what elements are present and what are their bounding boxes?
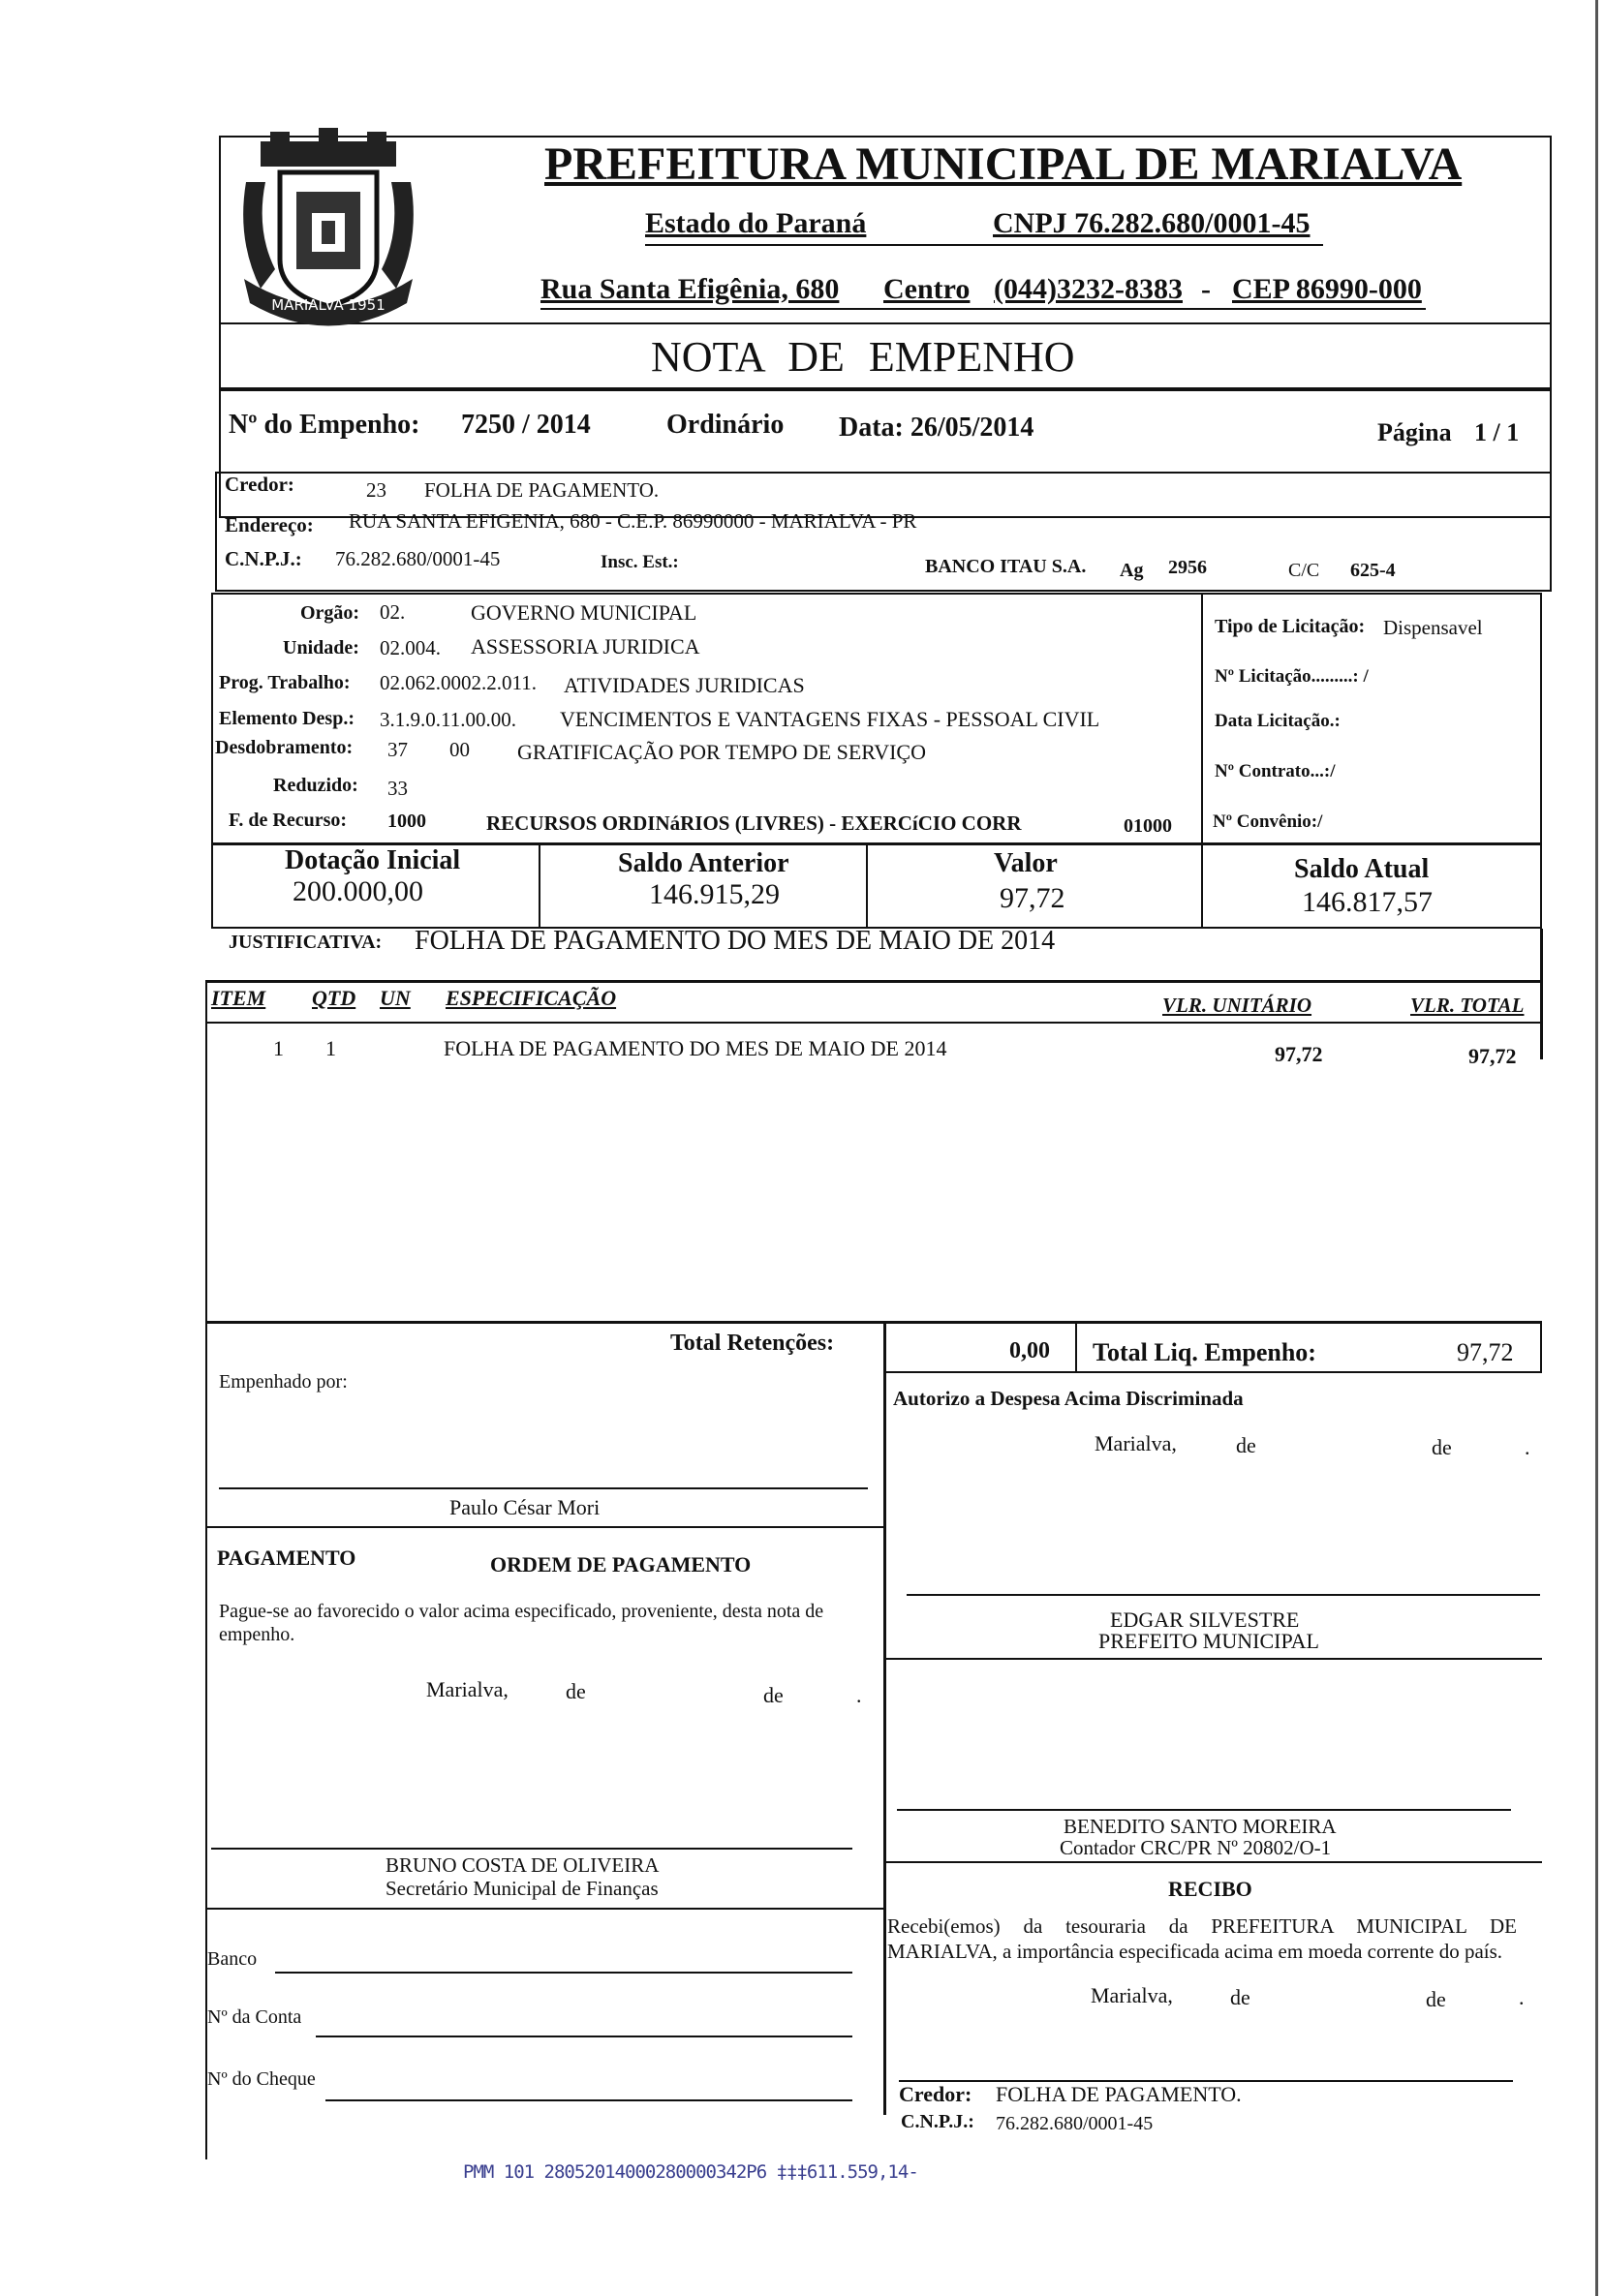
signature-line bbox=[907, 1594, 1540, 1596]
credor-code: 23 bbox=[366, 478, 386, 502]
cc-label: C/C bbox=[1288, 560, 1320, 581]
col-un: UN bbox=[380, 986, 411, 1010]
saldo-atual-value: 146.817,57 bbox=[1302, 886, 1433, 918]
divider bbox=[883, 1861, 1542, 1863]
item-unit-value: 97,72 bbox=[1275, 1042, 1323, 1066]
item-spec: FOLHA DE PAGAMENTO DO MES DE MAIO DE 2014 bbox=[444, 1036, 947, 1060]
orgao-code: 02. bbox=[380, 600, 406, 624]
recibo-title: RECIBO bbox=[1168, 1877, 1252, 1901]
recibo-cnpj-label: C.N.P.J.: bbox=[901, 2111, 974, 2132]
doc-title: NOTA DE EMPENHO bbox=[651, 333, 1075, 381]
divider bbox=[539, 843, 540, 929]
recibo-de-1: de bbox=[1230, 1985, 1250, 2009]
recibo-credor-label: Credor: bbox=[899, 2082, 972, 2106]
empenhado-label: Empenhado por: bbox=[219, 1371, 348, 1393]
prog-name: ATIVIDADES JURIDICAS bbox=[564, 673, 805, 697]
signature-line bbox=[897, 1809, 1511, 1811]
col-unit: VLR. UNITÁRIO bbox=[1162, 994, 1312, 1017]
contador-name: BENEDITO SANTO MOREIRA bbox=[1064, 1815, 1337, 1838]
divider bbox=[205, 1321, 1542, 1324]
cheque-field-line bbox=[325, 2099, 852, 2101]
empenho-date: Data: 26/05/2014 bbox=[839, 413, 1034, 443]
unidade-label: Unidade: bbox=[283, 637, 359, 658]
licitacao-num: Nº Licitação.........: / bbox=[1215, 666, 1369, 687]
divider bbox=[883, 1658, 1542, 1660]
header-phone: (044)3232-8383 bbox=[994, 273, 1183, 305]
col-total: VLR. TOTAL bbox=[1410, 994, 1525, 1017]
pagamento-dot: . bbox=[856, 1683, 862, 1707]
prefeito-role: PREFEITO MUNICIPAL bbox=[1098, 1629, 1319, 1653]
empenho-value: 7250 / 2014 bbox=[461, 410, 591, 440]
signature-line bbox=[219, 1487, 868, 1489]
recibo-place: Marialva, bbox=[1091, 1983, 1173, 2007]
item-qty: 1 bbox=[325, 1036, 336, 1060]
autorizo-de-2: de bbox=[1432, 1435, 1452, 1459]
header-dash: - bbox=[1201, 273, 1211, 305]
underline bbox=[540, 308, 1426, 310]
total-liquido-label: Total Liq. Empenho: bbox=[1093, 1338, 1316, 1366]
desdobramento-a: 37 bbox=[387, 738, 408, 761]
recurso-code2: 01000 bbox=[1124, 815, 1172, 837]
recibo-de-2: de bbox=[1426, 1987, 1446, 2011]
total-retencoes-value: 0,00 bbox=[1009, 1338, 1050, 1363]
underline bbox=[645, 244, 1323, 246]
licitacao-convenio: Nº Convênio:/ bbox=[1213, 811, 1323, 832]
recibo-text: Recebi(emos) da tesouraria da PREFEITURA MUNICIPAL DE MARIALVA, a importância especificada acima em moeda corrente do país. bbox=[887, 1914, 1517, 1963]
autorizo-de-1: de bbox=[1236, 1433, 1256, 1457]
dotacao-inicial-value: 200.000,00 bbox=[293, 875, 423, 907]
justificativa-text: FOLHA DE PAGAMENTO DO MES DE MAIO DE 2014 bbox=[415, 926, 1056, 956]
recibo-dot: . bbox=[1519, 1985, 1525, 2009]
licitacao-data: Data Licitação.: bbox=[1215, 711, 1341, 731]
justificativa-label: JUSTIFICATIVA: bbox=[229, 932, 383, 953]
conta-field-line bbox=[316, 2036, 852, 2037]
elemento-code: 3.1.9.0.11.00.00. bbox=[380, 708, 516, 731]
pague-text: Pague-se ao favorecido o valor acima especificado, proveniente, desta nota de empenho. bbox=[219, 1601, 824, 1645]
bank-name: BANCO ITAU S.A. bbox=[925, 556, 1087, 577]
prefeito-name: EDGAR SILVESTRE bbox=[1110, 1607, 1300, 1632]
orgao-label: Orgão: bbox=[300, 602, 360, 624]
header-title: PREFEITURA MUNICIPAL DE MARIALVA bbox=[544, 138, 1463, 190]
saldo-anterior-value: 146.915,29 bbox=[649, 878, 780, 910]
divider bbox=[883, 1371, 1542, 1373]
secretario-name: BRUNO COSTA DE OLIVEIRA bbox=[386, 1853, 660, 1877]
pagamento-de-1: de bbox=[566, 1679, 586, 1703]
divider bbox=[883, 1321, 886, 2115]
valor-label: Valor bbox=[994, 848, 1058, 878]
header-state: Estado do Paraná bbox=[645, 207, 867, 239]
municipal-seal-icon bbox=[236, 124, 420, 332]
divider bbox=[205, 1908, 885, 1910]
empenho-label: Nº do Empenho: bbox=[229, 410, 420, 440]
page-value: 1 / 1 bbox=[1474, 418, 1520, 446]
divider bbox=[205, 980, 207, 1321]
agency-label: Ag bbox=[1120, 560, 1144, 581]
empenho-type: Ordinário bbox=[666, 410, 785, 440]
divider bbox=[205, 1526, 885, 1528]
endereco-label: Endereço: bbox=[225, 513, 314, 536]
dotacao-inicial-label: Dotação Inicial bbox=[285, 845, 461, 875]
divider bbox=[866, 843, 868, 929]
credor-name: FOLHA DE PAGAMENTO. bbox=[424, 478, 660, 502]
divider bbox=[205, 1321, 207, 2159]
item-number: 1 bbox=[273, 1036, 284, 1060]
header-street: Rua Santa Efigênia, 680 bbox=[540, 273, 840, 305]
desdobramento-name: GRATIFICAÇÃO POR TEMPO DE SERVIÇO bbox=[517, 740, 926, 764]
licitacao-tipo-label: Tipo de Licitação: bbox=[1215, 616, 1366, 637]
divider bbox=[205, 1022, 1542, 1024]
unidade-code: 02.004. bbox=[380, 636, 441, 659]
col-spec: ESPECIFICAÇÃO bbox=[446, 986, 617, 1010]
endereco-value: RUA SANTA EFIGENIA, 680 - C.E.P. 86990000 - MARIALVA - PR bbox=[349, 509, 917, 533]
licitacao-tipo-value: Dispensavel bbox=[1383, 616, 1483, 639]
empenhado-name: Paulo César Mori bbox=[449, 1495, 601, 1519]
signature-line bbox=[211, 1848, 852, 1850]
ordem-title: ORDEM DE PAGAMENTO bbox=[490, 1552, 752, 1577]
col-item: ITEM bbox=[211, 986, 266, 1010]
pagamento-title: PAGAMENTO bbox=[217, 1546, 356, 1570]
divider bbox=[1201, 843, 1203, 929]
cheque-label: Nº do Cheque bbox=[207, 2068, 316, 2090]
total-retencoes-label: Total Retenções: bbox=[670, 1331, 835, 1356]
cnpj-label: C.N.P.J.: bbox=[225, 547, 302, 570]
insc-label: Insc. Est.: bbox=[601, 552, 679, 572]
agency-value: 2956 bbox=[1168, 557, 1207, 578]
credor-label: Credor: bbox=[225, 473, 294, 496]
pagamento-de-2: de bbox=[763, 1683, 784, 1707]
recibo-credor-value: FOLHA DE PAGAMENTO. bbox=[996, 2082, 1242, 2106]
recibo-cnpj-value: 76.282.680/0001-45 bbox=[996, 2113, 1154, 2134]
divider bbox=[219, 387, 1552, 391]
banco-label: Banco bbox=[207, 1948, 258, 1970]
divider bbox=[1540, 1321, 1542, 1371]
elemento-label: Elemento Desp.: bbox=[219, 708, 355, 729]
secretario-role: Secretário Municipal de Finanças bbox=[386, 1877, 659, 1900]
unidade-name: ASSESSORIA JURIDICA bbox=[471, 634, 700, 658]
saldo-anterior-label: Saldo Anterior bbox=[618, 848, 789, 878]
cnpj-value: 76.282.680/0001-45 bbox=[335, 547, 501, 570]
divider bbox=[205, 980, 1542, 983]
svg-text:MARIALVA 1951: MARIALVA 1951 bbox=[271, 296, 386, 314]
cc-value: 625-4 bbox=[1350, 560, 1396, 581]
valor-value: 97,72 bbox=[1000, 882, 1065, 914]
reduzido-value: 33 bbox=[387, 777, 408, 800]
recurso-name: RECURSOS ORDINáRIOS (LIVRES) - EXERCíCIO CORR bbox=[486, 811, 1022, 835]
col-qtd: QTD bbox=[312, 986, 356, 1010]
autorizo-title: Autorizo a Despesa Acima Discriminada bbox=[893, 1387, 1244, 1410]
saldo-atual-label: Saldo Atual bbox=[1294, 854, 1430, 884]
footer-code: PMM 101 28052014000280000342P6 ‡‡‡611.559,14- bbox=[463, 2161, 918, 2183]
prog-code: 02.062.0002.2.011. bbox=[380, 671, 537, 694]
prog-label: Prog. Trabalho: bbox=[219, 672, 351, 693]
header-cnpj: CNPJ 76.282.680/0001-45 bbox=[993, 207, 1311, 239]
item-total-value: 97,72 bbox=[1468, 1044, 1517, 1068]
conta-label: Nº da Conta bbox=[207, 2006, 302, 2028]
reduzido-label: Reduzido: bbox=[273, 775, 358, 796]
autorizo-place: Marialva, bbox=[1095, 1431, 1177, 1455]
header-cep: CEP 86990-000 bbox=[1232, 273, 1422, 305]
total-liquido-value: 97,72 bbox=[1457, 1338, 1514, 1366]
pagamento-place: Marialva, bbox=[426, 1677, 509, 1701]
divider bbox=[1540, 929, 1543, 1059]
orgao-name: GOVERNO MUNICIPAL bbox=[471, 600, 697, 625]
header-district: Centro bbox=[883, 273, 971, 305]
contador-role: Contador CRC/PR Nº 20802/O-1 bbox=[1060, 1836, 1332, 1859]
elemento-name: VENCIMENTOS E VANTAGENS FIXAS - PESSOAL CIVIL bbox=[560, 707, 1100, 731]
licitacao-contrato: Nº Contrato...:/ bbox=[1215, 761, 1336, 781]
divider bbox=[1075, 1321, 1077, 1371]
recurso-label: F. de Recurso: bbox=[229, 810, 348, 831]
page-label: Página bbox=[1377, 418, 1452, 446]
recurso-code: 1000 bbox=[387, 811, 426, 832]
divider bbox=[1201, 593, 1203, 844]
autorizo-dot: . bbox=[1525, 1435, 1530, 1459]
banco-field-line bbox=[275, 1972, 852, 1974]
desdobramento-b: 00 bbox=[449, 738, 470, 761]
desdobramento-label: Desdobramento: bbox=[215, 737, 354, 758]
scan-edge bbox=[1595, 0, 1598, 2296]
